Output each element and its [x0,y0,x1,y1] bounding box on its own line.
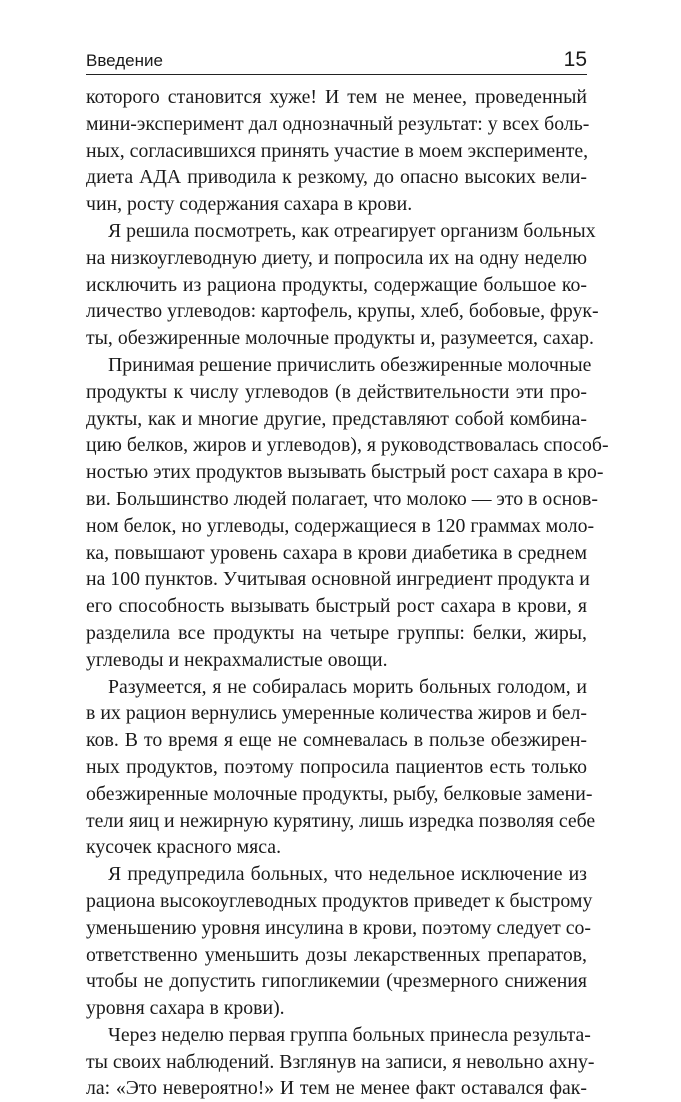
text-line: тели яиц и нежирную курятину, лишь изредка позволяя себе [86,809,596,832]
text-line: продукты к числу углеводов (в действительности эти про- [86,380,587,403]
text-line: его способность вызывать быстрый рост сахара в крови, я [86,595,587,618]
text-line: чтобы не допустить гипогликемии (чрезмерного снижения [86,970,587,993]
page-number: 15 [563,48,587,71]
text-line: которого становится хуже! И тем не менее, проведенный [86,86,587,108]
text-line: ви. Большинство людей полагает, что молоко — это в основ- [86,487,598,510]
paragraph [86,84,590,218]
running-header [86,48,587,75]
text-line: ных, согласившихся принять участие в моем эксперименте, [86,139,589,162]
text-line: цию белков, жиров и углеводов), я руководствовалась способ- [86,434,609,457]
paragraph [86,861,593,1022]
text-line: ты, обезжиренные молочные продукты и, разумеется, сахар. [86,327,594,350]
text-line: на 100 пунктов. Учитывая основной ингредиент продукта и [86,568,590,591]
text-line: Я решила посмотреть, как отреагирует организм больных [108,219,596,242]
paragraph [86,1022,595,1102]
text-line: ном белок, но углеводы, содержащиеся в 120 граммах моло- [86,514,595,537]
text-line: исключить из рациона продукты, содержащие большое ко- [86,273,587,296]
text-line: ков. В то время я еще не сомневалась в пользе обезжирен- [86,729,587,752]
chapter-title: Введение [86,51,163,70]
text-line: ты своих наблюдений. Взглянув на записи, я невольно ахну- [86,1050,595,1073]
text-line: рациона высокоуглеводных продуктов приведет к быстрому [86,889,593,912]
text-line: ответственно уменьшить дозы лекарственных препаратов, [86,943,587,966]
text-line: обезжиренные молочные продукты, рыбу, белковые замени- [86,782,593,805]
text-line: разделила все продукты на четыре группы: белки, жиры, [86,621,587,644]
text-line: чин, росту содержания сахара в крови. [86,193,413,216]
text-line: кусочек красного мяса. [86,836,282,859]
text-line: диета АДА приводила к резкому, до опасно высоких вели- [86,166,587,189]
text-line: ка, повышают уровень сахара в крови диабетика в среднем [86,541,587,564]
text-line: Я предупредила больных, что недельное исключение из [108,863,587,886]
text-line: личество углеводов: картофель, крупы, хлеб, бобовые, фрук- [86,300,599,323]
text-line: Разумеется, я не собиралась морить больных голодом, и [108,675,587,698]
text-line: уровня сахара в крови). [86,997,285,1020]
text-line: углеводы и некрахмалистые овощи. [86,648,388,671]
text-line: мини-эксперимент дал однозначный результат: у всех боль- [86,112,590,135]
text-line: в их рацион вернулись умеренные количества жиров и бел- [86,702,587,725]
paragraph [86,674,596,862]
text-line: ла: «Это невероятно!» И тем не менее факт оставался фак- [86,1077,587,1100]
text-line: уменьшению уровня инсулина в крови, поэтому следует со- [86,916,592,939]
text-line: на низкоуглеводную диету, и попросила их на одну неделю [86,246,587,269]
text-line: ных продуктов, поэтому попросила пациентов есть только [86,755,587,778]
paragraph [86,352,609,674]
text-line: дукты, как и многие другие, представляют собой комбина- [86,407,587,430]
text-line: Принимая решение причислить обезжиренные молочные [108,353,592,376]
text-line: Через неделю первая группа больных принесла результа- [108,1023,591,1046]
paragraph [86,218,599,352]
body-text [86,84,609,1102]
text-line: ностью этих продуктов вызывать быстрый рост сахара в кро- [86,461,604,484]
